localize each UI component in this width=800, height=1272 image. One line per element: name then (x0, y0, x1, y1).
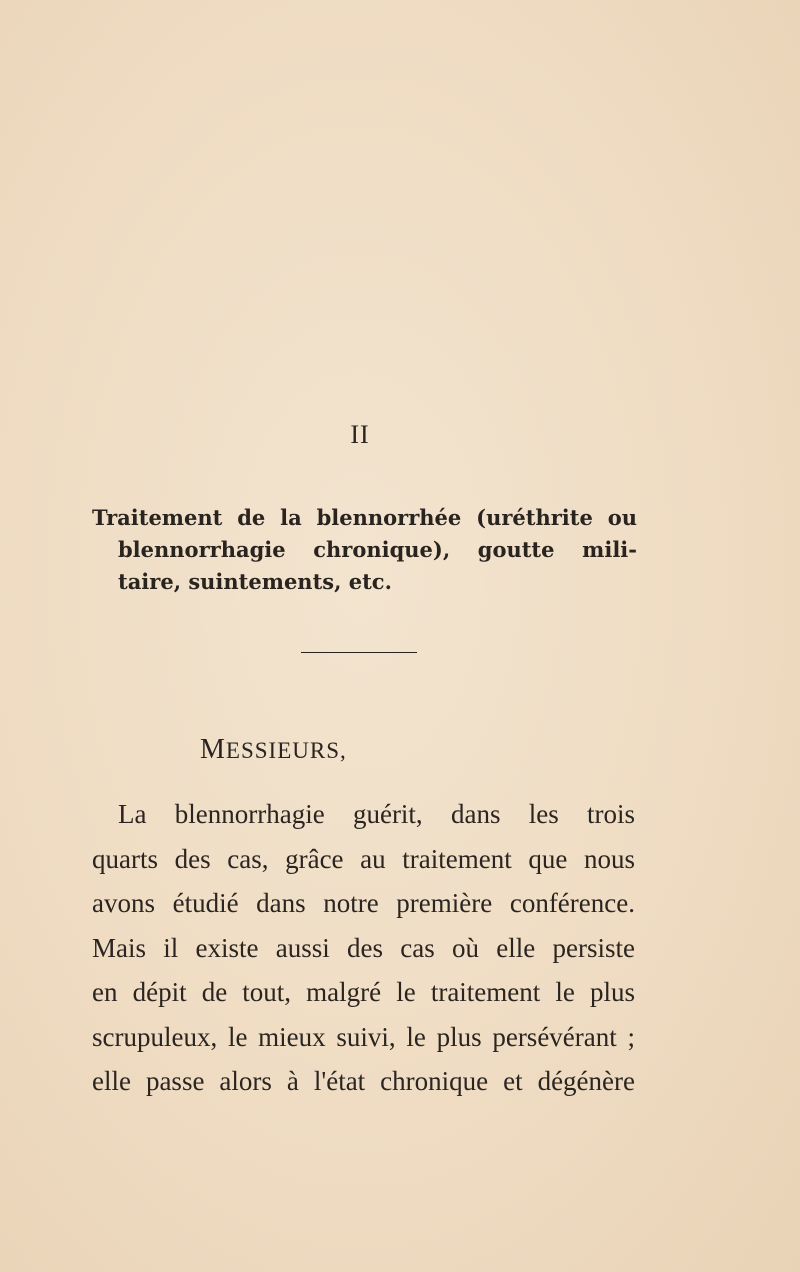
body-line: elle passe alors à l'état chronique et dégénère (92, 1066, 635, 1096)
body-line: quarts des cas, grâce au traitement que nous (92, 843, 635, 874)
chapter-title-line: taire, suintements, etc. (118, 569, 392, 594)
body-line: avons étudié dans notre première conférence. (92, 888, 635, 918)
body-paragraph (92, 792, 635, 1104)
chapter-title (92, 502, 637, 598)
section-divider (301, 652, 417, 653)
body-line: La blennorrhagie guérit, dans les trois (118, 799, 635, 829)
body-line: en dépit de tout, malgré le traitement le plus (92, 977, 635, 1007)
salutation-initial: M (200, 734, 226, 765)
body-line: scrupuleux, le mieux suivi, le plus persévérant ; (92, 1021, 635, 1052)
chapter-title-line: blennorrhagie chronique), goutte mili- (118, 537, 637, 562)
chapter-title-line: Traitement de la blennorrhée (uréthrite ou (92, 505, 637, 530)
chapter-number: II (350, 420, 370, 449)
salutation-rest: ESSIEURS, (225, 738, 347, 763)
body-line: Mais il existe aussi des cas où elle persiste (92, 932, 635, 963)
salutation (200, 734, 347, 766)
